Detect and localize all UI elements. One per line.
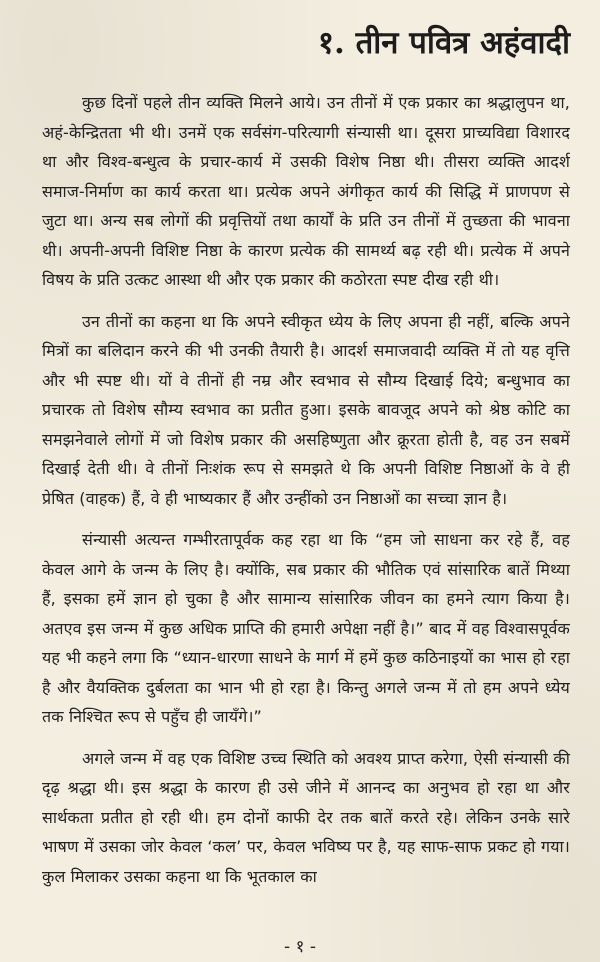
- paragraph-3: संन्यासी अत्यन्त गम्भीरतापूर्वक कह रहा था कि “हम जो साधना कर रहे हैं, वह केवल आगे के जन्म के लिए है। क्योंकि, सब प्रकार की भौतिक एवं सांसारिक बातें मिथ्या हैं, इसका हमें ज्ञान हो चुका है और सामान्य सांसारिक जीवन का हमने त्याग किया है। अतएव इस जन्म में कुछ अधिक प्राप्ति की हमारी अपेक्षा नहीं है।” बाद में वह विश्वासपूर्वक यह भी कहने लगा कि “ध्यान-धारणा साधने के मार्ग में हमें कुछ कठिनाइयों का भास हो रहा है और वैयक्तिक दुर्बलता का भान भी हो रहा है। किन्तु अगले जन्म में तो हम अपने ध्येय तक निश्चित रूप से पहुँच ही जायँगे।”: [42, 530, 570, 726]
- chapter-title: १. तीन पवित्र अहंवादी: [317, 25, 570, 61]
- paragraph-4: अगले जन्म में वह एक विशिष्ट उच्च स्थिति को अवश्य प्राप्त करेगा, ऐसी संन्यासी की दृढ़ श्रद्धा थी। इस श्रद्धा के कारण ही उसे जीने में आनन्द का अनुभव हो रहा था और सार्थकता प्रतीत हो रही थी। हम दोनों काफी देर तक बातें करते रहे। लेकिन उनके सारे भाषण में उसका जोर केवल ‘कल’ पर, केवल भविष्य पर है, यह साफ-साफ प्रकट हो गया। कुल मिलाकर उसका कहना था कि भूतकाल का: [42, 748, 570, 886]
- page-number: - १ -: [284, 937, 316, 957]
- paragraph-2: उन तीनों का कहना था कि अपने स्वीकृत ध्येय के लिए अपना ही नहीं, बल्कि अपने मित्रों का बलिदान करने की भी उनकी तैयारी है। आदर्श समाजवादी व्यक्ति में तो यह वृत्ति और भी स्पष्ट थी। यों वे तीनों ही नम्र और स्वभाव से सौम्य दिखाई दिये; बन्धुभाव का प्रचारक तो विशेष सौम्य स्वभाव का प्रतीत हुआ। इसके बावजूद अपने को श्रेष्ठ कोटि का समझनेवाले लोगों में जो विशेष प्रकार की असहिष्णुता और क्रूरता होती है, वह उन सबमें दिखाई देती थी। वे तीनों निःशंक रूप से समझते थे कि अपनी विशिष्ट निष्ठाओं के वे ही प्रेषित (वाहक) हैं, वे ही भाष्यकार हैं और उन्हींको उन निष्ठाओं का सच्चा ज्ञान है।: [42, 311, 570, 508]
- paragraph-1: कुछ दिनों पहले तीन व्यक्ति मिलने आये। उन तीनों में एक प्रकार का श्रद्धालुपन था, अहं-केन्द्रितता भी थी। उनमें एक सर्वसंग-परित्यागी संन्यासी था। दूसरा प्राच्यविद्या विशारद था और विश्व-बन्धुत्व के प्रचार-कार्य में उसकी विशेष निष्ठा थी। तीसरा व्यक्ति आदर्श समाज-निर्माण का कार्य करता था। प्रत्येक अपने अंगीकृत कार्य की सिद्धि में प्राणपण से जुटा था। अन्य सब लोगों की प्रवृत्तियों तथा कार्यों के प्रति उन तीनों में तुच्छता की भावना थी। अपनी-अपनी विशिष्ट निष्ठा के कारण प्रत्येक की सामर्थ्य बढ़ रही थी। प्रत्येक में अपने विषय के प्रति उत्कट आस्था थी और एक प्रकार की कठोरता स्पष्ट दीख रही थी।: [42, 93, 570, 289]
